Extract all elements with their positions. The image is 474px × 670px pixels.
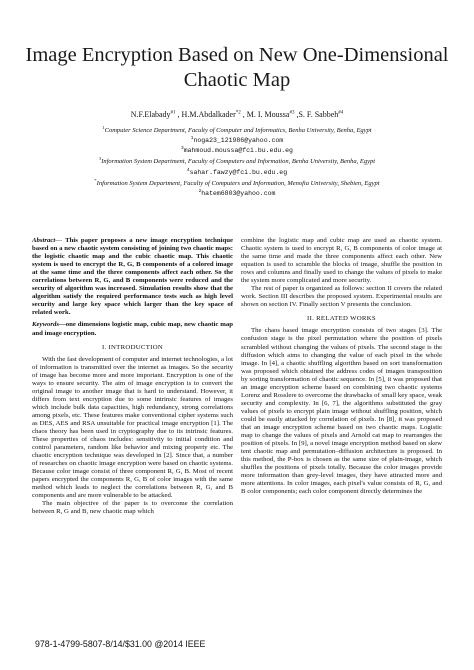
author-email xyxy=(0,145,474,155)
author-email xyxy=(0,135,474,145)
author-marker: *2 xyxy=(235,110,241,116)
author-separator: , xyxy=(240,110,247,119)
keywords-label: Keywords xyxy=(32,321,59,329)
copyright-footer: 978-1-4799-5807-8/14/$31.00 @2014 IEEE xyxy=(35,639,206,649)
author xyxy=(298,110,343,119)
author-separator: , xyxy=(175,110,182,119)
author-marker: #3 xyxy=(289,110,295,116)
affiliation-text: noga23_121986@yahoo.com xyxy=(193,137,284,145)
keywords-text: —one dimensions logistic map, cubic map, new chaotic map and image encryption. xyxy=(32,321,233,337)
title-line-1: Image Encryption Based on New One-Dimensional xyxy=(25,44,449,66)
author-marker: #4 xyxy=(338,110,344,116)
abstract-dash: — xyxy=(55,237,66,244)
author-affiliation xyxy=(0,177,474,188)
author-marker: #1 xyxy=(170,110,176,116)
intro-paragraph-1: With the fast development of computer and internet technologies, a lot of information is transmitted over the internet as images. So the security of image has become more and more important. Encryption is one of the ways to ensure security. The aim of image encryption is to convert the original image to another image that is hard to understand. However, it differs from text encryption due to some intrinsic features of images which include bulk data capacities, high redundancy, strong correlations among pixels, etc. These features make conventional cipher systems such as DES, AES and RSA unsuitable for practical image encryption [1]. The chaos theory has been used in cryptography due to its intrinsic features. These properties of chaos includes: sensitivity to initial condition and control parameters, random like behavior and mixing property etc. The chaotic encryption technique was developed in [2]. Since that, a number of researches on chaotic image encryption were based on chaotic systems. Because color image consist of three component R, G, B. Most of recent papers encrypted the components R, G, B of color images with the same method which leads to neglect the correlations between R, G, and B components and are more vulnerable to be attacked. xyxy=(32,355,233,500)
author-separator: , xyxy=(294,110,299,119)
section-heading-introduction: I. INTRODUCTION xyxy=(101,343,164,351)
author-affiliation xyxy=(0,155,474,166)
keywords xyxy=(32,321,233,337)
section-heading-related-works: II. RELATED WORKS xyxy=(307,315,376,323)
affiliation-marker: * xyxy=(94,177,97,183)
title-line-2: Chaotic Map xyxy=(183,69,291,91)
author-name: H.M.Abdalkader xyxy=(181,110,236,119)
affiliation-marker: 3 xyxy=(98,156,102,162)
left-column xyxy=(32,237,233,517)
author xyxy=(182,110,247,119)
affiliation-text: Information System Department, Faculty of Computers and Information, Menofia University, Shebien, Egypt xyxy=(96,179,380,187)
affiliation-text: sahar.fawzy@fci.bu.edu.eg xyxy=(189,168,288,176)
affiliation-text: Computer Science Department, Faculty of Computer and Informatics, Benha University, Benha, Egypt xyxy=(104,127,372,135)
right-paragraph-1: combine the logistic map and cubic map are used as chaotic system. Chaotic system is used to encrypt R, G, B components of color image at the same time and made the three components affect each other. New equation is used to scramble the blocks of image, shuffle the position in rows and columns and finally used to change the values of pixels to make the system more complicated and more security. xyxy=(241,237,442,285)
right-column xyxy=(241,237,442,496)
abstract-label: Abstract xyxy=(32,237,56,244)
paper-title xyxy=(0,43,474,93)
author xyxy=(131,110,182,119)
affiliation-marker: 1 xyxy=(190,136,194,142)
author xyxy=(247,110,299,119)
affiliation-text: hatem6803@yahoo.com xyxy=(201,190,276,198)
affiliation-marker: 2 xyxy=(198,188,202,194)
author-name: S. F. Sabbeh xyxy=(298,110,339,119)
affiliation-marker: 3 xyxy=(181,146,184,152)
author-name: N.F.Elabady xyxy=(130,110,171,119)
right-paragraph-2: The rest of paper is organized as follows: section II covers the related work. Section III describes the proposed system. Experimental results are shown on section IV. Finally section V presents the conclusion. xyxy=(241,285,442,309)
author-list xyxy=(0,110,474,119)
affiliation-list xyxy=(0,124,474,198)
abstract-text: This paper proposes a new image encryption technique based on a new chaotic system consisting of joining two chaotic maps: the logistic chaotic map and the cubic chaotic map. This chaotic system is used to encrypt the R, G, B components of a colored image at the same time and the three components affect each other. So the correlations between R, G, and B components were reduced and the security of algorithm was increased. Simulation results show that the algorithm satisfy the required performance tests such as high level security and large key space which larger than the key space of related work. xyxy=(32,237,234,317)
affiliation-marker: 1 xyxy=(102,125,105,130)
author-affiliation xyxy=(0,124,474,135)
affiliation-marker: 4 xyxy=(186,167,190,173)
author-email xyxy=(0,167,474,177)
abstract xyxy=(32,237,233,317)
author-email xyxy=(0,188,474,198)
intro-paragraph-2: The main objective of the paper is to overcome the correlation between R, G and B, new chaotic map which xyxy=(32,500,233,516)
author-name: M. I. Moussa xyxy=(246,110,290,119)
affiliation-text: Information System Department, Faculty of Computers and Information, Benha University, Benha, Egypt xyxy=(101,158,376,166)
affiliation-text: mahmoud.moussa@fci.bu.edu.eg xyxy=(183,147,293,155)
related-works-paragraph: The chaos based image encryption consists of two stages [3]. The confusion stage is the pixel permutation where the position of pixels scrambled without changing the values of pixels. The second stage is the diffusion which aims to changing the value of each pixel in the whole image. In [4], a chaotic shuffling algorithm based on sort transformation was proposed which obtained the address codes of images transposition by sorting transformation of chaotic sequence. In [5], it was proposed that an image encryption scheme based on combining two chaotic systems Lorenz and Rosslere to overcome the drawbacks of small key space, weak security and complexity. In [6, 7], the algorithms substituted the gray values of pixels to encrypt plain image without shuffling position, which could be easily attacked by correlation of pixels. In [8], it was proposed that an image encryption scheme based on two chaotic maps. Logistic map to change the values of pixels and Arnold cat map to rearranges the position of pixels. In [9], a novel image encryption method based on skew tent chaotic map and permutation–diffusion architecture is proposed. In this method, the P-box is chosen as the same size of plain-image, which shuffles the positions of pixels totally. Because the color images provide more information than grey-level images, they have attracted more and more attentions. In color images, each pixel's value consists of R, G, and B color components; each color component directly determines the xyxy=(241,327,442,496)
